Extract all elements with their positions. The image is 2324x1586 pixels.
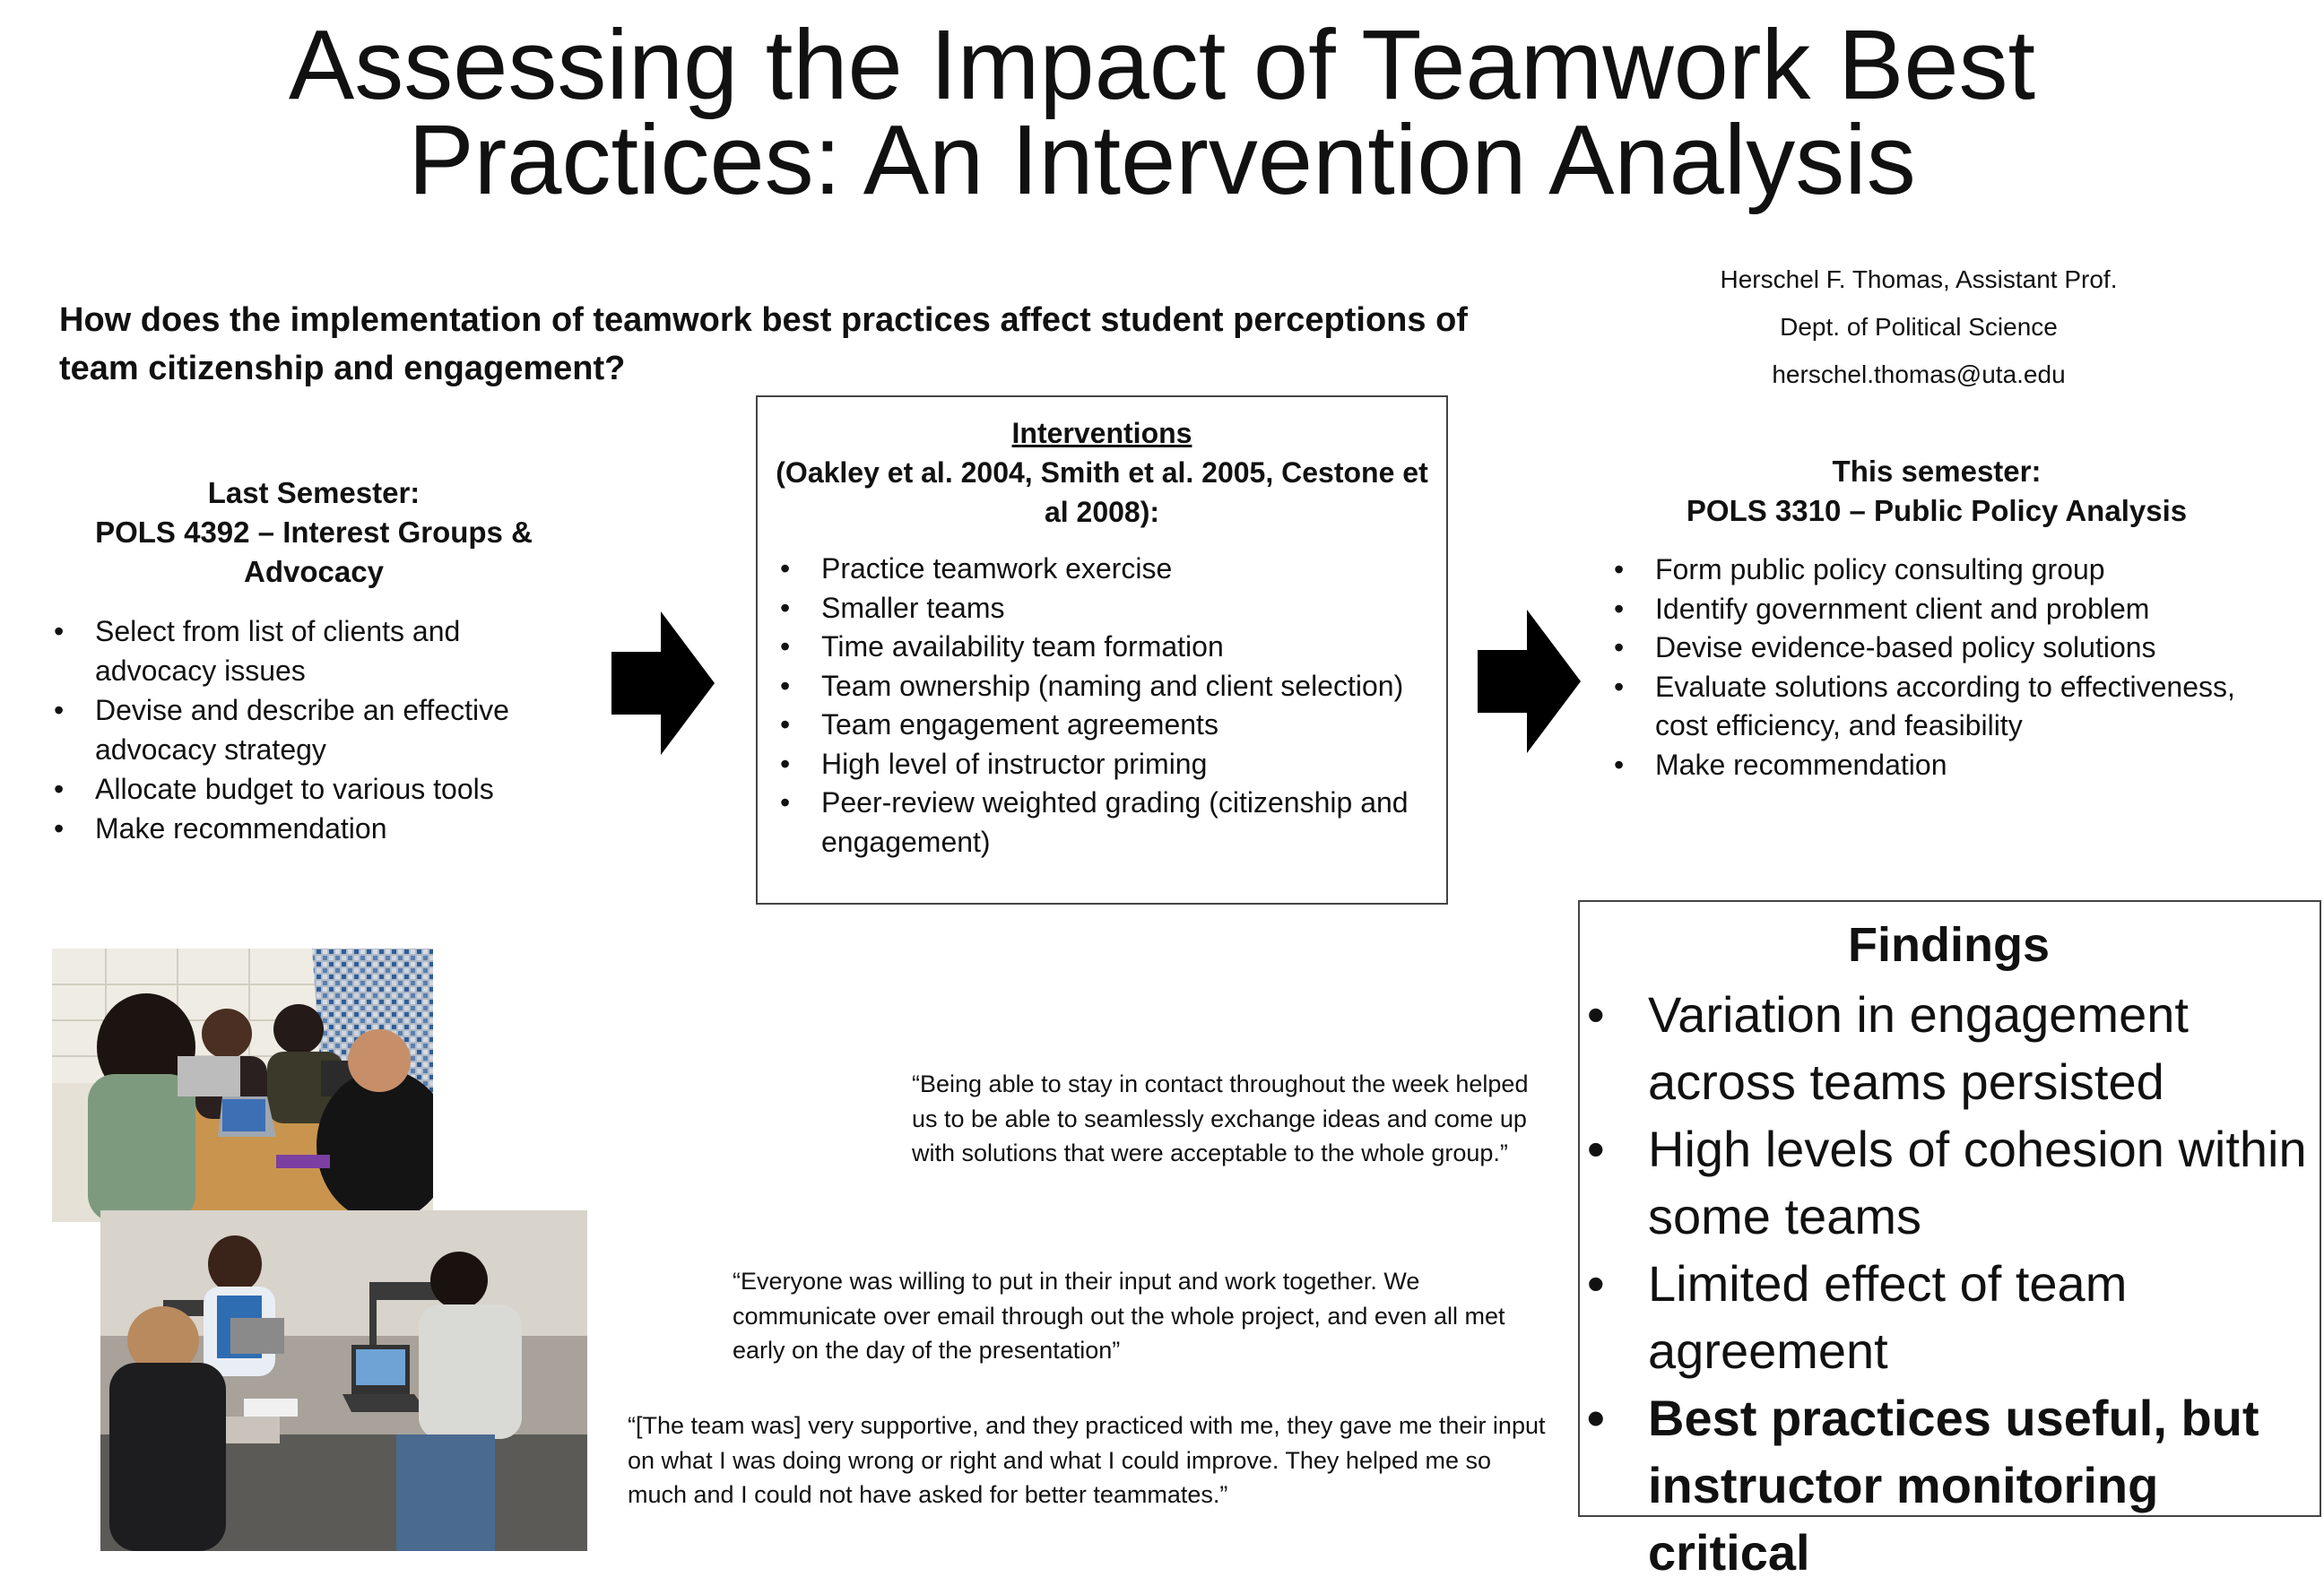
last-semester-heading [54,473,574,592]
this-semester-list [1614,550,2259,784]
list-item: • Time availability team formation [780,628,1428,667]
list-item: • High levels of cohesion within some teams [1587,1115,2311,1250]
list-item: • Select from list of clients and advocacy issues [54,611,574,690]
findings-box [1578,900,2321,1581]
list-item: • Smaller teams [780,589,1428,628]
research-question: How does the implementation of teamwork best practices affect student perceptions of team citizenship and engagement? [59,301,1468,387]
this-semester-course: POLS 3310 – Public Policy Analysis [1686,494,2188,527]
author-email: herschel.thomas@uta.edu [1772,360,2066,388]
list-item: • Variation in engagement across teams persisted [1587,981,2311,1115]
author-name: Herschel F. Thomas, Assistant Prof. [1720,265,2118,293]
classroom-photo-1 [52,949,433,1222]
this-semester-heading [1614,452,2259,531]
title-line-1: Assessing the Impact of Teamwork Best [288,10,2036,120]
list-item: • Practice teamwork exercise [780,550,1428,589]
findings-heading: Findings [1848,918,2050,972]
list-item: • Devise and describe an effective advocacy strategy [54,690,574,769]
interventions-title: Interventions [1011,417,1192,449]
last-semester-section [54,473,574,848]
right-arrow-icon [1478,610,1581,753]
list-item: • Make recommendation [54,809,574,848]
classroom-photo-2 [100,1210,587,1551]
poster-title [0,10,2324,215]
interventions-heading [776,413,1428,532]
list-item: • High level of instructor priming [780,745,1428,784]
list-item: • Devise evidence-based policy solutions [1614,628,2259,668]
author-dept: Dept. of Political Science [1780,313,2058,341]
author-block [1650,256,2188,398]
right-arrow-icon [611,611,715,755]
interventions-list [780,550,1428,862]
list-item: • Limited effect of team agreement [1587,1250,2311,1384]
list-item: • Make recommendation [1614,746,2259,785]
student-quote-1: “Being able to stay in contact throughout the week helped us to be able to seamlessly exchange ideas and come up with solutions that were acceptable to the whole group.” [912,1070,1529,1166]
list-item: • Allocate budget to various tools [54,769,574,809]
list-item: • Evaluate solutions according to effectiveness, cost efficiency, and feasibility [1614,668,2259,746]
title-line-2: Practices: An Intervention Analysis [408,105,1916,215]
last-semester-course: POLS 4392 – Interest Groups & Advocacy [95,516,533,588]
list-item: • Identify government client and problem [1614,590,2259,629]
this-semester-section [1614,452,2259,784]
list-item: • Best practices useful, but instructor monitoring critical [1587,1384,2311,1586]
list-item: • Form public policy consulting group [1614,550,2259,590]
list-item: • Team ownership (naming and client selection) [780,667,1428,706]
interventions-citation: (Oakley et al. 2004, Smith et al. 2005, Cestone et al 2008): [776,456,1428,528]
last-semester-label: Last Semester: [207,476,421,509]
interventions-box [756,395,1448,905]
list-item: • Peer-review weighted grading (citizenship and engagement) [780,784,1428,862]
findings-list [1587,981,2311,1586]
student-quote-3: “[The team was] very supportive, and they practiced with me, they gave me their input on what I was doing wrong or right and what I could improve. They helped me so much and I could not have asked for better teammates.” [628,1412,1546,1508]
student-quote-2: “Everyone was willing to put in their input and work together. We communicate over email through out the whole project, and even all met early on the day of the presentation” [733,1268,1505,1364]
this-semester-label: This semester: [1832,455,2042,488]
list-item: • Team engagement agreements [780,706,1428,745]
last-semester-list [54,611,574,848]
